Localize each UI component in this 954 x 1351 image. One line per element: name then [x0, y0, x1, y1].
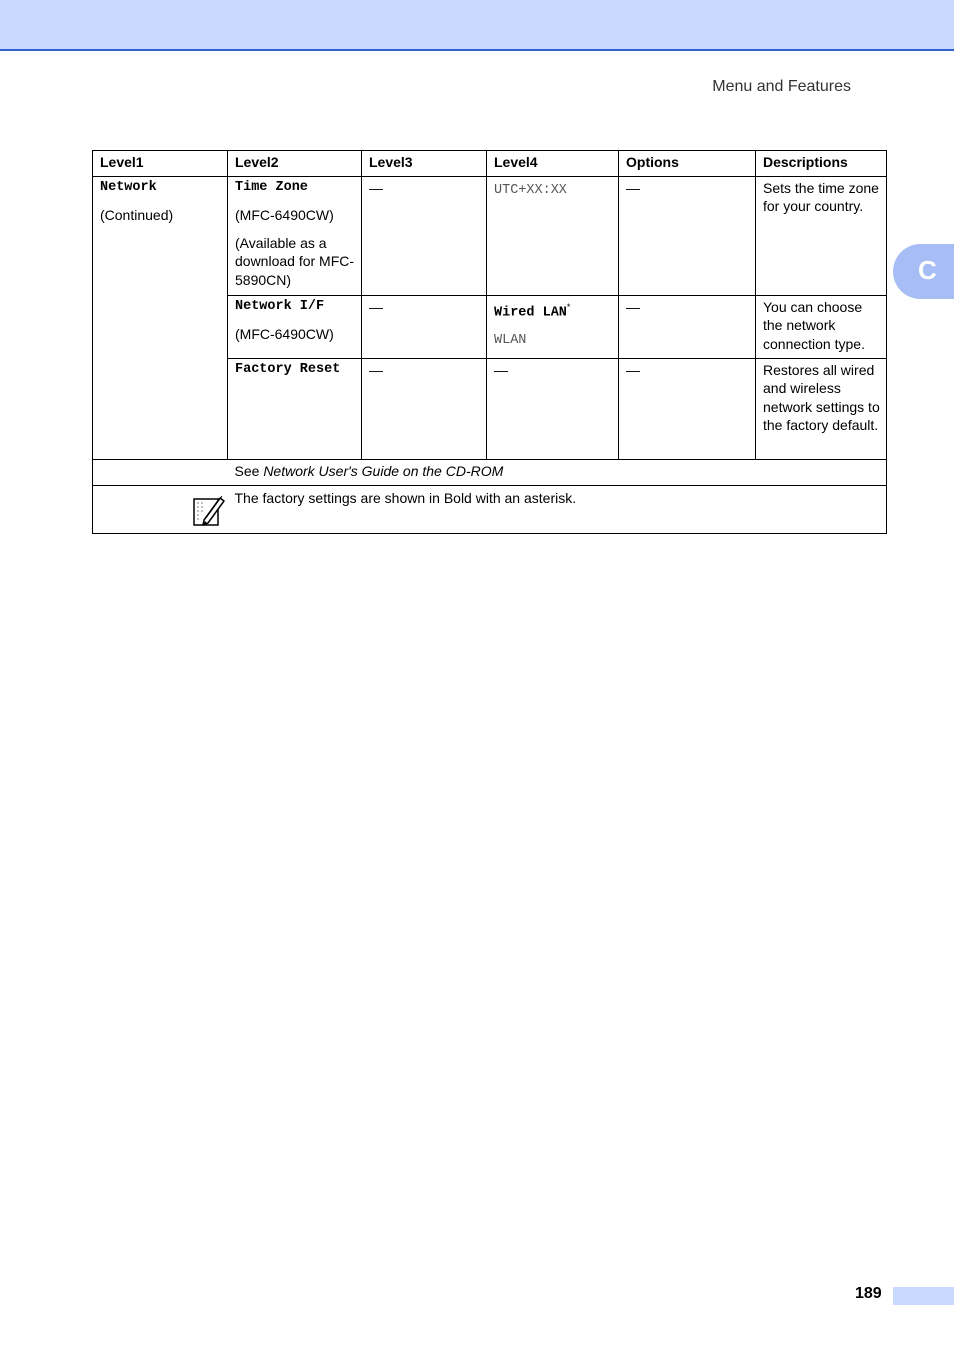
- level2-name: Factory Reset: [235, 361, 341, 377]
- see-guide-title: Network User's Guide on the CD-ROM: [263, 462, 504, 479]
- table-header-row: [93, 151, 887, 177]
- note-icon-cell: [93, 485, 228, 533]
- section-title: Menu and Features: [712, 78, 851, 95]
- level4-value: UTC+XX:XX: [494, 182, 567, 198]
- header-level2: Level2: [228, 151, 362, 177]
- table-row: [93, 176, 887, 295]
- header-descriptions: Descriptions: [756, 151, 887, 177]
- see-reference-row: [93, 459, 887, 485]
- level2-cell: [228, 176, 362, 295]
- page-number: 189: [855, 1285, 882, 1302]
- options-cell: —: [619, 295, 756, 358]
- level2-model: (MFC-6490CW): [235, 207, 334, 223]
- default-asterisk: *: [566, 301, 571, 312]
- level4-cell: [487, 295, 619, 358]
- level4-cell: —: [487, 358, 619, 459]
- level1-cell: [93, 176, 228, 459]
- chapter-letter: C: [918, 255, 937, 285]
- header-level1: Level1: [93, 151, 228, 177]
- description-cell: You can choose the network connection type.: [756, 295, 887, 358]
- header-band: [0, 0, 954, 51]
- note-pencil-icon: [192, 494, 226, 528]
- see-spacer: [93, 459, 228, 485]
- level2-cell: [228, 358, 362, 459]
- options-cell: —: [619, 176, 756, 295]
- level2-note: (Available as a download for MFC-5890CN): [235, 234, 355, 288]
- level4-cell: [487, 176, 619, 295]
- level3-cell: —: [362, 358, 487, 459]
- level1-name: Network: [100, 179, 157, 195]
- options-cell: —: [619, 358, 756, 459]
- level2-cell: [228, 295, 362, 358]
- note-text: The factory settings are shown in Bold with an asterisk.: [228, 485, 887, 533]
- level4-alt: WLAN: [494, 332, 527, 348]
- menu-table: [92, 150, 887, 534]
- description-cell: Sets the time zone for your country.: [756, 176, 887, 295]
- level1-continued: (Continued): [100, 207, 174, 223]
- level2-model: (MFC-6490CW): [235, 326, 334, 342]
- see-prefix: See: [234, 462, 264, 479]
- note-row: [93, 485, 887, 533]
- page-band: [893, 1287, 954, 1305]
- chapter-tab: [893, 244, 954, 299]
- level2-name: Time Zone: [235, 179, 308, 195]
- see-reference: [228, 459, 887, 485]
- header-level4: Level4: [487, 151, 619, 177]
- header-level3: Level3: [362, 151, 487, 177]
- description-cell: Restores all wired and wireless network settings to the factory default.: [756, 358, 887, 459]
- level3-cell: —: [362, 295, 487, 358]
- header-options: Options: [619, 151, 756, 177]
- level3-cell: —: [362, 176, 487, 295]
- level2-name: Network I/F: [235, 298, 325, 314]
- level4-default: Wired LAN: [494, 305, 567, 321]
